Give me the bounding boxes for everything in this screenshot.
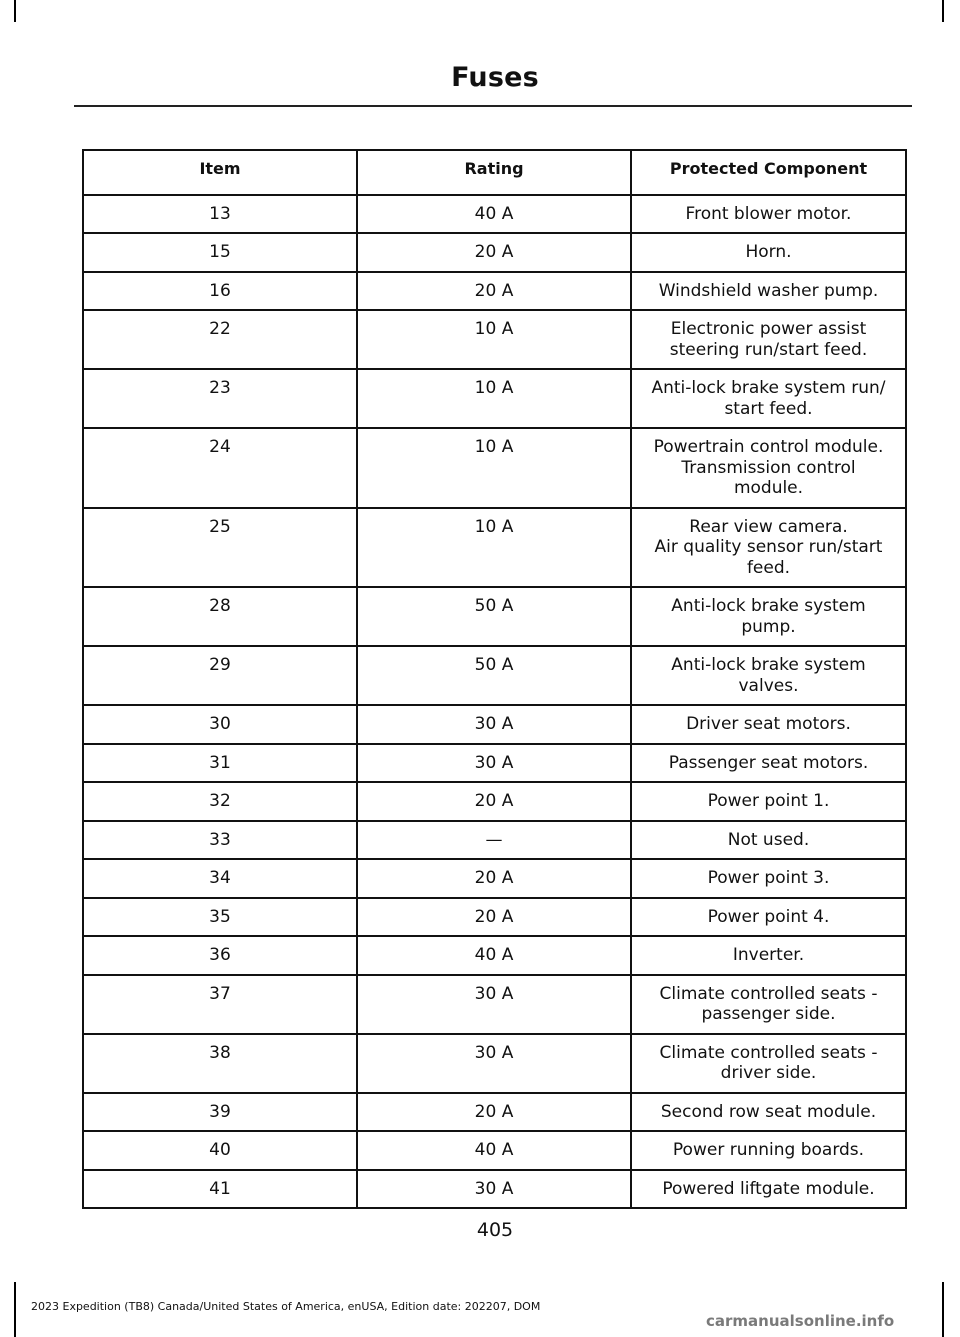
table-row <box>83 1131 906 1170</box>
fuse-item-cell: 29 <box>83 646 357 705</box>
fuse-component-cell: Powered liftgate module. <box>631 1170 906 1209</box>
column-header-item: Item <box>83 150 357 195</box>
fuse-item-cell: 33 <box>83 821 357 860</box>
fuse-component-cell: Horn. <box>631 233 906 272</box>
fuse-rating-cell: 50 A <box>357 646 631 705</box>
fuse-component-cell: Climate controlled seats - driver side. <box>631 1034 906 1093</box>
crop-mark-bottom-right <box>942 1282 944 1337</box>
table-row <box>83 705 906 744</box>
fuse-item-cell: 25 <box>83 508 357 588</box>
fuse-rating-cell: 10 A <box>357 428 631 508</box>
fuse-component-cell: Power point 3. <box>631 859 906 898</box>
table-row <box>83 508 906 588</box>
fuse-component-cell: Windshield washer pump. <box>631 272 906 311</box>
table-row <box>83 310 906 369</box>
page-title: Fuses <box>451 62 539 93</box>
fuse-item-cell: 41 <box>83 1170 357 1209</box>
table-row <box>83 369 906 428</box>
column-header-rating: Rating <box>357 150 631 195</box>
fuse-component-cell: Inverter. <box>631 936 906 975</box>
fuse-item-cell: 39 <box>83 1093 357 1132</box>
table-row <box>83 898 906 937</box>
fuse-component-cell: Anti-lock brake system run/ start feed. <box>631 369 906 428</box>
table-row <box>83 195 906 234</box>
fuse-rating-cell: 20 A <box>357 859 631 898</box>
fuse-rating-cell: 10 A <box>357 369 631 428</box>
table-row <box>83 646 906 705</box>
column-header-protected-component: Protected Component <box>631 150 906 195</box>
table-row <box>83 428 906 508</box>
table-row <box>83 1034 906 1093</box>
fuse-item-cell: 37 <box>83 975 357 1034</box>
fuse-rating-cell: 10 A <box>357 310 631 369</box>
fuse-rating-cell: 30 A <box>357 1034 631 1093</box>
fuse-rating-cell: 20 A <box>357 782 631 821</box>
fuse-component-cell: Power point 4. <box>631 898 906 937</box>
fuse-component-cell: Anti-lock brake system pump. <box>631 587 906 646</box>
fuse-item-cell: 38 <box>83 1034 357 1093</box>
fuse-component-cell: Second row seat module. <box>631 1093 906 1132</box>
fuse-item-cell: 35 <box>83 898 357 937</box>
table-row <box>83 975 906 1034</box>
fuse-rating-cell: 30 A <box>357 1170 631 1209</box>
fuse-component-cell: Not used. <box>631 821 906 860</box>
fuse-rating-cell: 20 A <box>357 1093 631 1132</box>
fuse-component-cell: Rear view camera. Air quality sensor run/start feed. <box>631 508 906 588</box>
crop-mark-bottom-left <box>14 1282 16 1337</box>
fuse-item-cell: 23 <box>83 369 357 428</box>
fuse-item-cell: 15 <box>83 233 357 272</box>
table-row <box>83 1093 906 1132</box>
fuse-rating-cell: 10 A <box>357 508 631 588</box>
fuse-table-body <box>83 195 906 1209</box>
page-number: 405 <box>476 1219 514 1241</box>
fuse-component-cell: Driver seat motors. <box>631 705 906 744</box>
fuse-rating-cell: — <box>357 821 631 860</box>
fuse-rating-cell: 20 A <box>357 898 631 937</box>
fuse-component-cell: Anti-lock brake system valves. <box>631 646 906 705</box>
fuse-component-cell: Passenger seat motors. <box>631 744 906 783</box>
fuse-rating-cell: 40 A <box>357 936 631 975</box>
fuse-component-cell: Powertrain control module. Transmission control module. <box>631 428 906 508</box>
table-row <box>83 782 906 821</box>
fuse-table <box>82 149 907 1209</box>
watermark-text: carmanualsonline.info <box>706 1312 895 1330</box>
crop-mark-top-left <box>14 0 16 22</box>
table-row <box>83 859 906 898</box>
fuse-item-cell: 32 <box>83 782 357 821</box>
fuse-rating-cell: 20 A <box>357 233 631 272</box>
fuse-item-cell: 40 <box>83 1131 357 1170</box>
fuse-item-cell: 28 <box>83 587 357 646</box>
fuse-item-cell: 36 <box>83 936 357 975</box>
fuse-item-cell: 31 <box>83 744 357 783</box>
fuse-component-cell: Front blower motor. <box>631 195 906 234</box>
fuse-rating-cell: 40 A <box>357 1131 631 1170</box>
fuse-item-cell: 24 <box>83 428 357 508</box>
fuse-rating-cell: 30 A <box>357 975 631 1034</box>
table-row <box>83 587 906 646</box>
fuse-item-cell: 30 <box>83 705 357 744</box>
fuse-rating-cell: 30 A <box>357 705 631 744</box>
table-row <box>83 821 906 860</box>
crop-mark-top-right <box>942 0 944 22</box>
fuse-item-cell: 13 <box>83 195 357 234</box>
table-row <box>83 744 906 783</box>
table-row <box>83 1170 906 1209</box>
fuse-component-cell: Power running boards. <box>631 1131 906 1170</box>
fuse-rating-cell: 50 A <box>357 587 631 646</box>
fuse-component-cell: Power point 1. <box>631 782 906 821</box>
fuse-item-cell: 34 <box>83 859 357 898</box>
table-row <box>83 936 906 975</box>
fuse-rating-cell: 20 A <box>357 272 631 311</box>
table-row <box>83 272 906 311</box>
fuse-component-cell: Climate controlled seats - passenger side. <box>631 975 906 1034</box>
fuse-item-cell: 16 <box>83 272 357 311</box>
table-row <box>83 233 906 272</box>
title-divider <box>74 105 912 107</box>
fuse-rating-cell: 40 A <box>357 195 631 234</box>
table-header-row <box>83 150 906 195</box>
footer-edition-text: 2023 Expedition (TB8) Canada/United States of America, enUSA, Edition date: 202207, DOM <box>31 1300 541 1313</box>
fuse-component-cell: Electronic power assist steering run/start feed. <box>631 310 906 369</box>
fuse-item-cell: 22 <box>83 310 357 369</box>
fuse-rating-cell: 30 A <box>357 744 631 783</box>
